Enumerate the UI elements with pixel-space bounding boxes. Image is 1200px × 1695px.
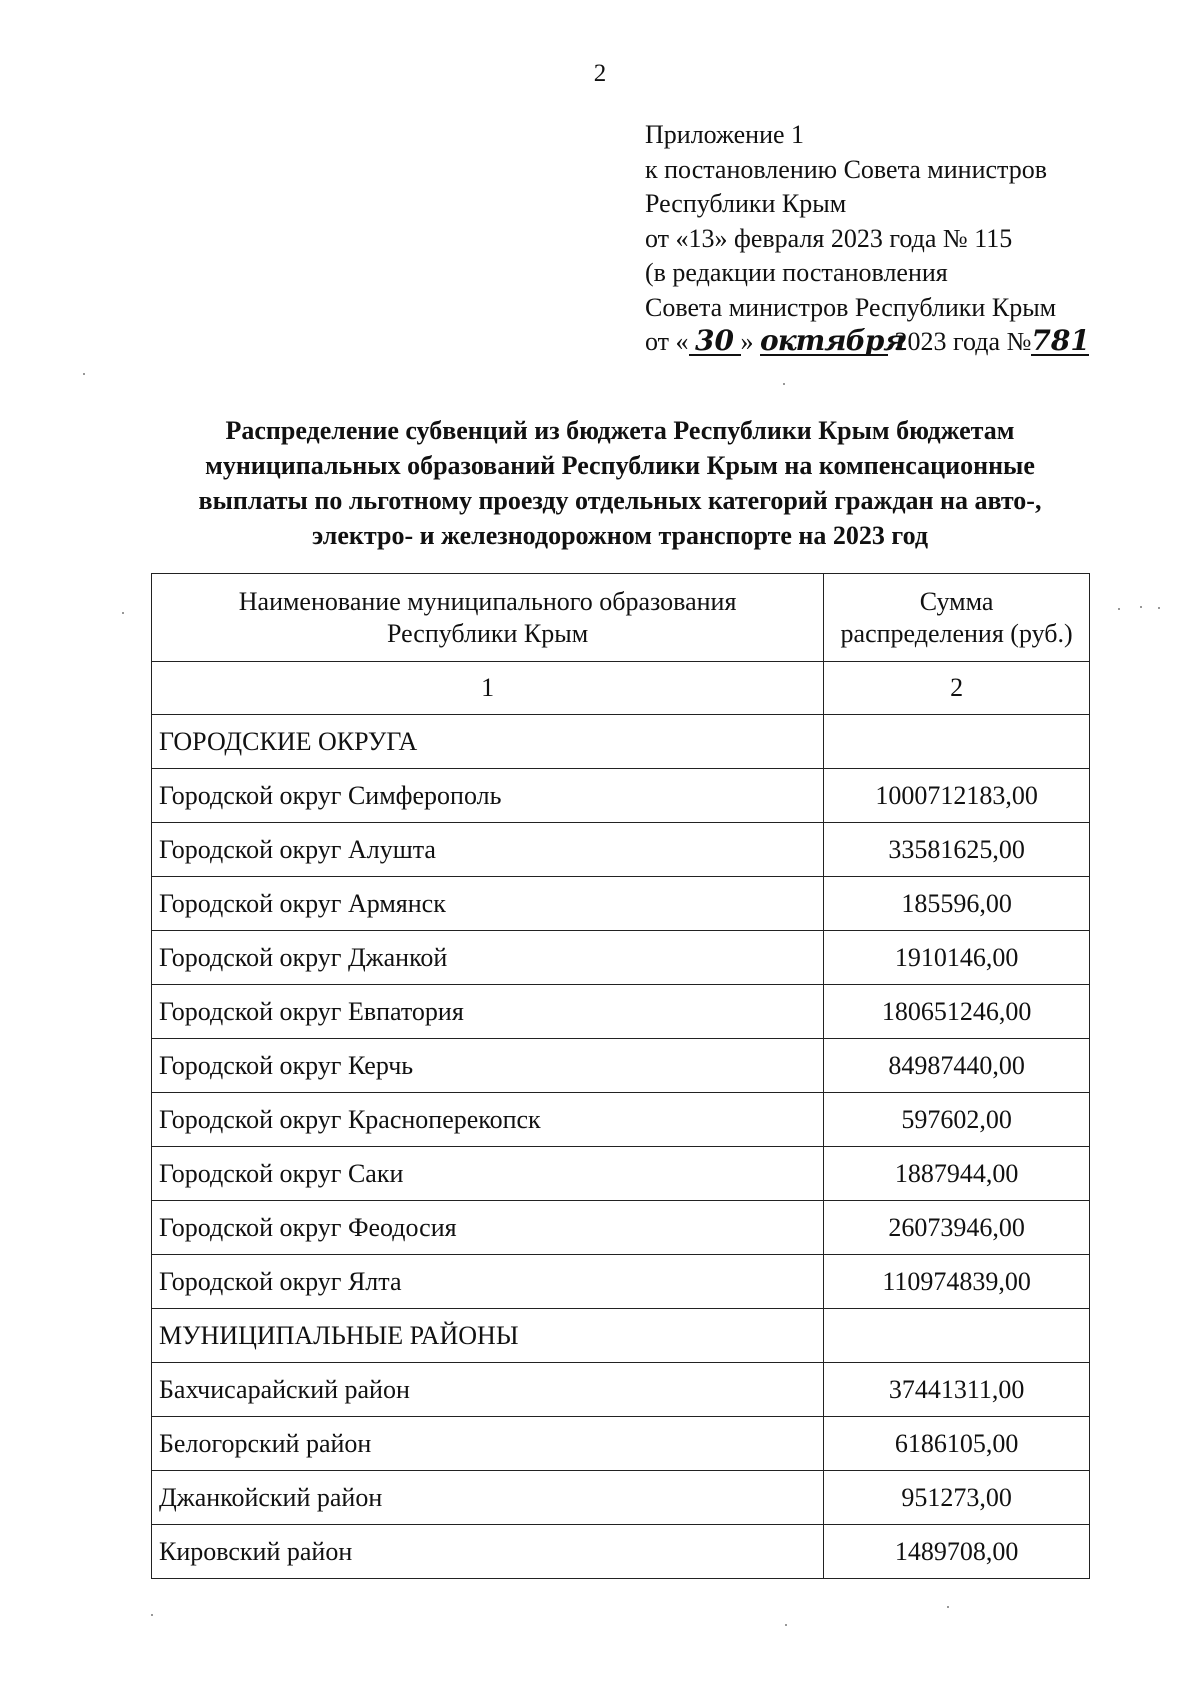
row-sum: 1910146,00 xyxy=(824,931,1090,985)
row-sum: 1489708,00 xyxy=(824,1525,1090,1579)
row-sum: 33581625,00 xyxy=(824,823,1090,877)
appendix-line: Совета министров Республики Крым xyxy=(645,292,1057,322)
scan-speck xyxy=(783,383,785,385)
appendix-date-year: 2023 года № xyxy=(888,327,1032,356)
table-header-row xyxy=(152,574,1090,662)
row-name: Городской округ Ялта xyxy=(152,1255,824,1309)
scan-speck xyxy=(1158,607,1160,609)
handwritten-month: октября xyxy=(760,324,905,357)
row-name: Джанкойский район xyxy=(152,1471,824,1525)
table-row xyxy=(152,877,1090,931)
header-sum-line: распределения (руб.) xyxy=(840,618,1073,648)
appendix-line: Приложение 1 xyxy=(645,120,805,149)
appendix-line: от «13» февраля 2023 года № 115 xyxy=(645,223,1013,253)
header-name-line: Наименование муниципального образования xyxy=(238,586,737,616)
table-row xyxy=(152,1417,1090,1471)
table-row xyxy=(152,931,1090,985)
header-sum-line: Сумма xyxy=(919,586,994,616)
row-sum: 110974839,00 xyxy=(824,1255,1090,1309)
row-name: Городской округ Алушта xyxy=(152,823,824,877)
column-number-row xyxy=(152,662,1090,715)
table-row xyxy=(152,1039,1090,1093)
row-sum: 1887944,00 xyxy=(824,1147,1090,1201)
appendix-amendment-date xyxy=(645,325,1089,360)
table-row xyxy=(152,769,1090,823)
title-line: муниципальных образований Республики Крым на компенсационные xyxy=(205,451,1035,480)
row-name: ГОРОДСКИЕ ОКРУГА xyxy=(152,715,824,769)
table-row xyxy=(152,823,1090,877)
document-title xyxy=(140,413,1100,553)
row-name: Городской округ Феодосия xyxy=(152,1201,824,1255)
header-name-line: Республики Крым xyxy=(386,618,589,648)
table-row xyxy=(152,1093,1090,1147)
row-sum xyxy=(824,1309,1090,1363)
row-name: Кировский район xyxy=(152,1525,824,1579)
header-name-cell xyxy=(152,574,824,662)
header-sum-cell xyxy=(824,574,1090,662)
row-name: Городской округ Симферополь xyxy=(152,769,824,823)
scan-speck xyxy=(122,612,124,614)
scan-speck xyxy=(947,1606,949,1608)
table-row xyxy=(152,1309,1090,1363)
appendix-date-quote: » xyxy=(740,327,754,356)
table-row xyxy=(152,1147,1090,1201)
column-number: 2 xyxy=(824,662,1090,715)
row-name: Городской округ Саки xyxy=(152,1147,824,1201)
table-row xyxy=(152,1201,1090,1255)
appendix-block xyxy=(645,118,1089,360)
appendix-line: (в редакции постановления xyxy=(645,258,948,287)
row-name: Городской округ Евпатория xyxy=(152,985,824,1039)
appendix-date-prefix: от « xyxy=(645,327,689,356)
row-name: Городской округ Армянск xyxy=(152,877,824,931)
table-row xyxy=(152,1471,1090,1525)
row-name: Белогорский район xyxy=(152,1417,824,1471)
row-sum: 180651246,00 xyxy=(824,985,1090,1039)
row-sum: 951273,00 xyxy=(824,1471,1090,1525)
row-name: Бахчисарайский район xyxy=(152,1363,824,1417)
appendix-line: к постановлению Совета министров xyxy=(645,154,1047,184)
page-number: 2 xyxy=(593,60,607,87)
handwritten-day: 30 xyxy=(689,328,741,356)
row-sum: 1000712183,00 xyxy=(824,769,1090,823)
table-row xyxy=(152,985,1090,1039)
title-line: выплаты по льготному проезду отдельных категорий граждан на авто-, xyxy=(198,486,1042,515)
scan-speck xyxy=(785,1624,787,1626)
row-name: Городской округ Красноперекопск xyxy=(152,1093,824,1147)
scan-speck xyxy=(1140,606,1142,608)
distribution-table xyxy=(151,573,1090,1579)
row-sum: 37441311,00 xyxy=(824,1363,1090,1417)
table-row xyxy=(152,715,1090,769)
row-sum: 26073946,00 xyxy=(824,1201,1090,1255)
row-name: Городской округ Керчь xyxy=(152,1039,824,1093)
row-sum: 185596,00 xyxy=(824,877,1090,931)
table-row xyxy=(152,1255,1090,1309)
scan-speck xyxy=(1118,608,1120,610)
scan-speck xyxy=(83,373,85,375)
row-sum: 6186105,00 xyxy=(824,1417,1090,1471)
row-name: Городской округ Джанкой xyxy=(152,931,824,985)
column-number: 1 xyxy=(152,662,824,715)
row-sum xyxy=(824,715,1090,769)
handwritten-number: 781 xyxy=(1031,324,1090,357)
title-line: электро- и железнодорожном транспорте на 2023 год xyxy=(312,521,928,550)
row-name: МУНИЦИПАЛЬНЫЕ РАЙОНЫ xyxy=(152,1309,824,1363)
table-row xyxy=(152,1363,1090,1417)
appendix-line: Республики Крым xyxy=(645,189,847,218)
table-row xyxy=(152,1525,1090,1579)
title-line: Распределение субвенций из бюджета Республики Крым бюджетам xyxy=(225,416,1015,445)
scan-speck xyxy=(151,1614,153,1616)
row-sum: 84987440,00 xyxy=(824,1039,1090,1093)
row-sum: 597602,00 xyxy=(824,1093,1090,1147)
